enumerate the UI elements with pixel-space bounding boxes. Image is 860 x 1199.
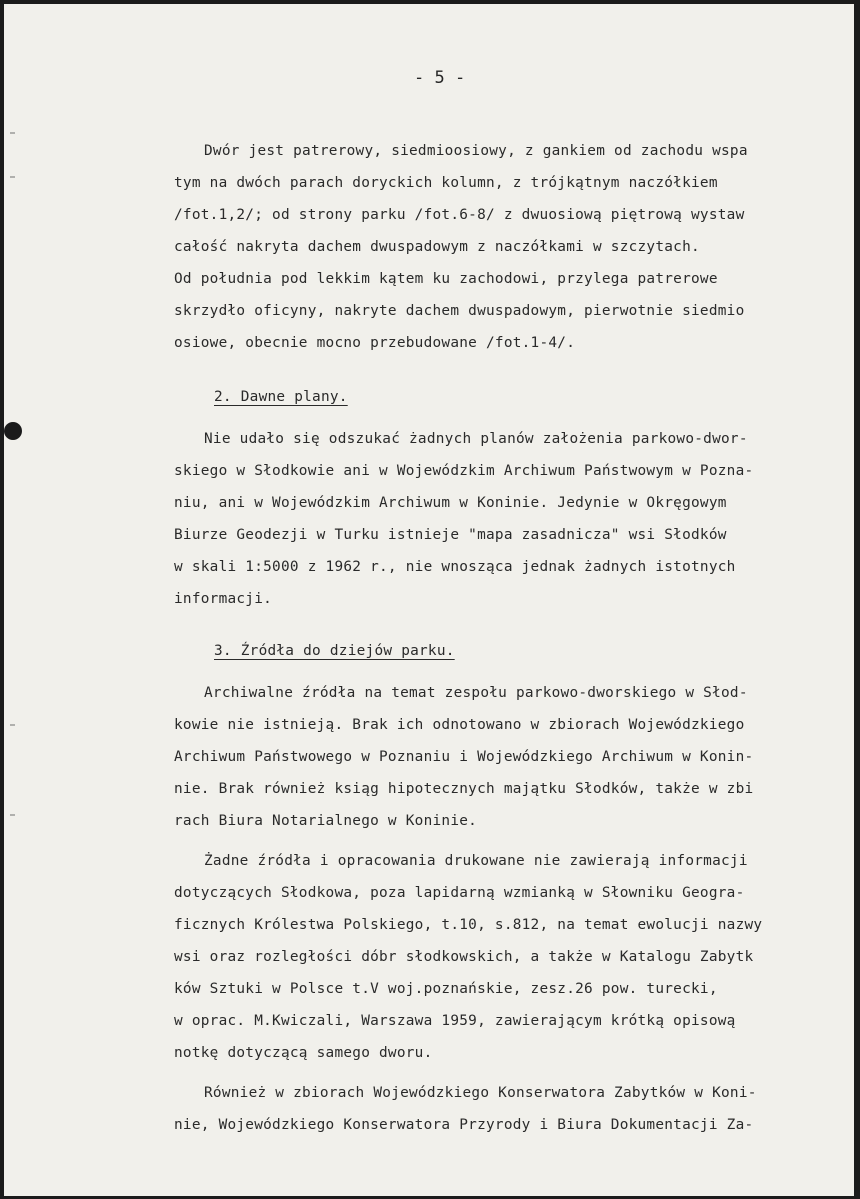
document-page: [4, 4, 854, 1196]
text-line: nie. Brak również ksiąg hipotecznych majątku Słodków, także w zbi: [174, 781, 754, 797]
text-line: tym na dwóch parach doryckich kolumn, z trójkątnym naczółkiem: [174, 175, 718, 191]
page-number: - 5 -: [414, 68, 466, 88]
text-line: dotyczących Słodkowa, poza lapidarną wzmianką w Słowniku Geogra-: [174, 885, 745, 901]
text-line: wsi oraz rozległości dóbr słodkowskich, a także w Katalogu Zabytk: [174, 949, 754, 965]
text-line: w oprac. M.Kwiczali, Warszawa 1959, zawierającym krótką opisową: [174, 1013, 736, 1029]
page-mark: [10, 176, 15, 178]
text-line: skrzydło oficyny, nakryte dachem dwuspadowym, pierwotnie siedmio: [174, 303, 745, 319]
section-heading: 2. Dawne plany.: [214, 389, 348, 405]
section-heading: 3. Źródła do dziejów parku.: [214, 643, 455, 659]
text-line: w skali 1:5000 z 1962 r., nie wnosząca jednak żadnych istotnych: [174, 559, 736, 575]
text-line: /fot.1,2/; od strony parku /fot.6-8/ z dwuosiową piętrową wystaw: [174, 207, 745, 223]
text-line: Dwór jest patrerowy, siedmioosiowy, z gankiem od zachodu wspa: [204, 143, 748, 159]
text-line: nie, Wojewódzkiego Konserwatora Przyrody i Biura Dokumentacji Za-: [174, 1117, 754, 1133]
text-line: skiego w Słodkowie ani w Wojewódzkim Archiwum Państwowym w Pozna-: [174, 463, 754, 479]
page-mark: [10, 724, 15, 726]
text-line: osiowe, obecnie mocno przebudowane /fot.1-4/.: [174, 335, 576, 351]
text-line: rach Biura Notarialnego w Koninie.: [174, 813, 478, 829]
text-line: Archiwalne źródła na temat zespołu parkowo-dworskiego w Słod-: [204, 685, 748, 701]
page-mark: [10, 814, 15, 816]
text-line: Od południa pod lekkim kątem ku zachodowi, przylega patrerowe: [174, 271, 718, 287]
text-line: notkę dotyczącą samego dworu.: [174, 1045, 433, 1061]
punch-hole: [4, 422, 22, 440]
text-line: niu, ani w Wojewódzkim Archiwum w Koninie. Jedynie w Okręgowym: [174, 495, 727, 511]
text-line: ficznych Królestwa Polskiego, t.10, s.812, na temat ewolucji nazwy: [174, 917, 763, 933]
text-line: Archiwum Państwowego w Poznaniu i Wojewódzkiego Archiwum w Konin-: [174, 749, 754, 765]
text-line: Żadne źródła i opracowania drukowane nie zawierają informacji: [204, 853, 748, 869]
text-line: całość nakryta dachem dwuspadowym z naczółkami w szczytach.: [174, 239, 700, 255]
text-line: Nie udało się odszukać żadnych planów założenia parkowo-dwor-: [204, 431, 748, 447]
page-mark: [10, 132, 15, 134]
text-line: ków Sztuki w Polsce t.V woj.poznańskie, zesz.26 pow. turecki,: [174, 981, 718, 997]
text-line: kowie nie istnieją. Brak ich odnotowano w zbiorach Wojewódzkiego: [174, 717, 745, 733]
text-line: Również w zbiorach Wojewódzkiego Konserwatora Zabytków w Koni-: [204, 1085, 757, 1101]
text-line: Biurze Geodezji w Turku istnieje "mapa zasadnicza" wsi Słodków: [174, 527, 727, 543]
text-line: informacji.: [174, 591, 273, 607]
